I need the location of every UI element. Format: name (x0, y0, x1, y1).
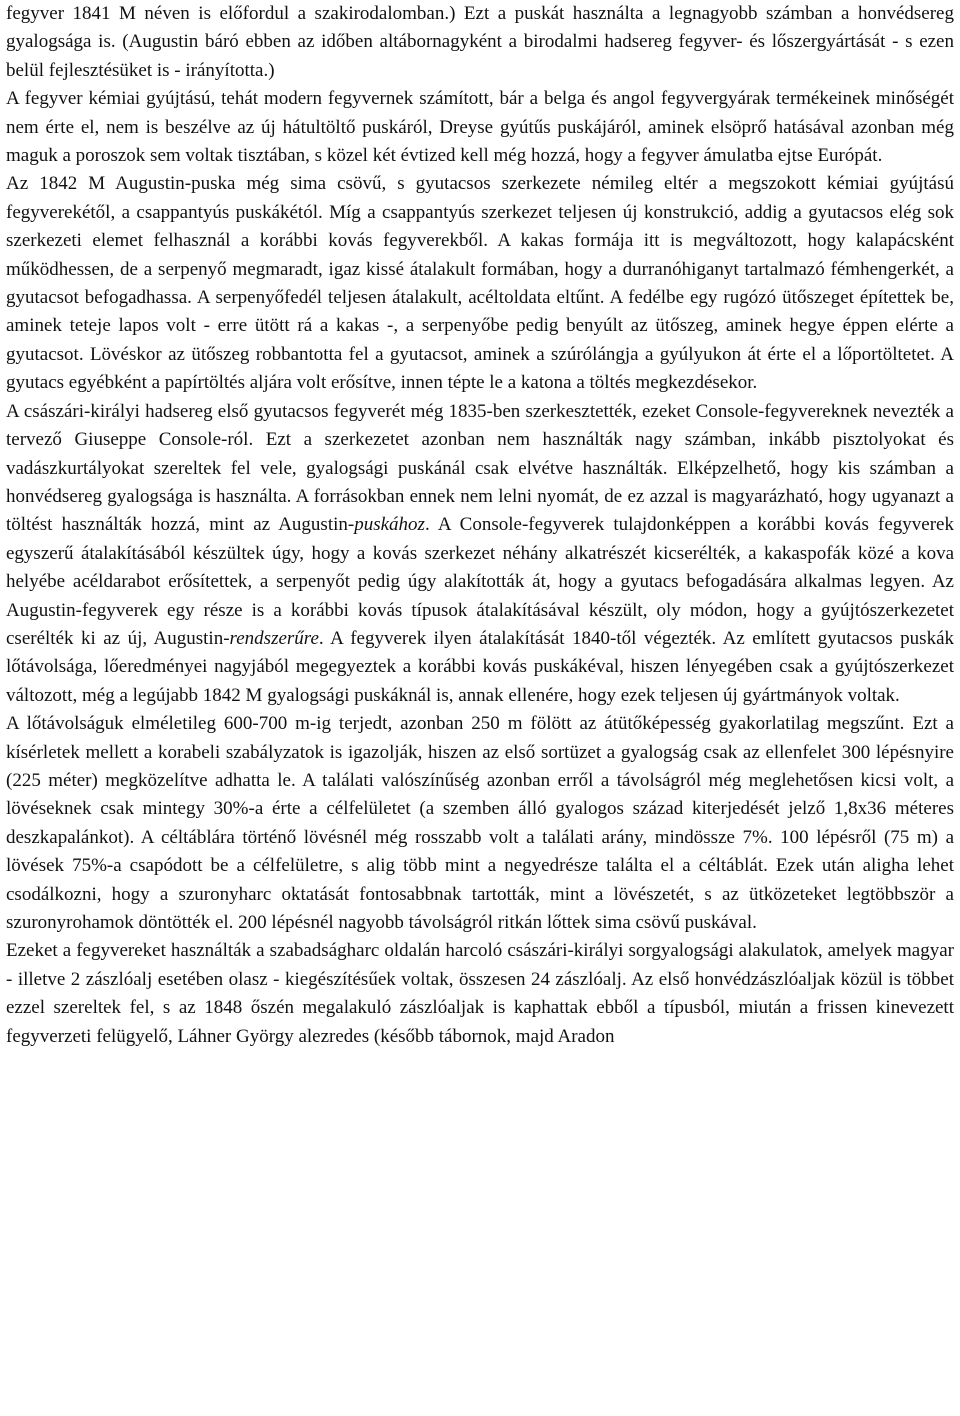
paragraph-4-text-part-3: . A fegyverek ilyen átalakítását 1840-től végezték. Az említett gyutacsos puskák lőtávolsága, lőeredményei nagyjából megegyeztek a korábbi kovás puskákéval, hiszen lényegében csak a gyújtószerkezet változott, még a legújabb 1842 M gyalogsági puskáknál is, annak ellenére, hogy ezek teljesen új gyártmányok voltak. (6, 627, 954, 706)
paragraph-1-text: fegyver 1841 M néven is előfordul a szakirodalomban.) Ezt a puskát használta a legnagyobb számban a honvédsereg gyalogsága is. (Augustin báró ebben az időben altábornagyként a birodalmi hadsereg fegyver- és lőszergyártását - s ezen belül fejlesztésüket is - irányította.) (6, 3, 954, 81)
paragraph-5 (6, 710, 954, 937)
document-page (6, 0, 954, 1051)
paragraph-3 (6, 170, 954, 397)
paragraph-5-text: A lőtávolságuk elméletileg 600-700 m-ig terjedt, azonban 250 m fölött az átütőképesség gyakorlatilag megszűnt. Ezt a kísérletek mellett a korabeli szabályzatok is igazolják, hiszen az első sortüzet a gyalogság csak az ellenfelet 300 lépésnyire (225 méter) megközelítve adhatta le. A találati valószínűség azonban erről a távolságról még meglehetősen kicsi volt, a lövéseknek csak mintegy 30%-a érte a célfelületet (a szemben álló gyalogos század kiterjedését jelző 1,8x36 méteres deszkapalánkot). A céltáblára történő lövésnél még rosszabb volt a találati arány, mindössze 7%. 100 lépésről (75 m) a lövések 75%-a csapódott be a célfelületre, s alig több mint a negyedrésze találta el a céltáblát. Ezek után aligha lehet csodálkozni, hogy a szuronyharc oktatását fontosabbnak tartották, mint a lövészetét, s az ütközeteket legtöbbször a szuronyrohamok döntötték el. 200 lépésnél nagyobb távolságról ritkán lőttek sima csövű puskával. (6, 713, 954, 933)
paragraph-1 (6, 0, 954, 85)
paragraph-4-text-part-1: A császári-királyi hadsereg első gyutacsos fegyverét még 1835-ben szerkesztették, ezeket Console-fegyvereknek nevezték a tervező Giuseppe Console-ról. Ezt a szerkezetet azonban nem használták nagy számban, inkább pisztolyokat és vadászkurtályokat szereltek fel vele, gyalogsági puskánál csak elvétve használták. Elképzelhető, hogy kis számban a honvédsereg gyalogsága is használta. A forrásokban ennek nem lelni nyomát, de ez azzal is magyarázható, hogy ugyanazt a töltést használták hozzá, mint az Augustin- (6, 400, 954, 536)
paragraph-2 (6, 85, 954, 170)
paragraph-6-text: Ezeket a fegyvereket használták a szabadságharc oldalán harcoló császári-királyi sorgyalogsági alakulatok, amelyek magyar - illetve 2 zászlóalj esetében olasz - kiegészítésűek voltak, összesen 24 zászlóalj. Az első honvédzászlóaljak közül is többet ezzel szereltek fel, s az 1848 őszén megalakuló zászlóaljak is kaphattak ebből a típusból, miután a frissen kinevezett fegyverzeti felügyelő, Láhner György alezredes (később tábornok, majd Aradon (6, 940, 954, 1047)
paragraph-3-text: Az 1842 M Augustin-puska még sima csövű, s gyutacsos szerkezete némileg eltér a megszokott kémiai gyújtású fegyverekétől, a csappantyús puskákétól. Míg a csappantyús szerkezet teljesen új konstrukció, addig a gyutacsos elég sok szerkezeti elemet felhasznál a korábbi kovás fegyverekből. A kakas formája itt is megváltozott, hogy kalapácsként működhessen, de a serpenyő megmaradt, igaz kissé átalakult formában, hogy a durranóhiganyt tartalmazó fémhengerkét, a gyutacsot befogadhassa. A serpenyőfedél teljesen átalakult, acéltoldata eltűnt. A fedélbe egy rugózó ütőszeget építettek be, aminek teteje lapos volt - erre ütött rá a kakas -, a serpenyőbe pedig benyúlt az ütőszeg, aminek hegye éppen elérte a gyutacsot. Lövéskor az ütőszeg robbantotta fel a gyutacsot, aminek a szúrólángja a gyúlyukon át érte el a lőportöltetet. A gyutacs egyébként a papírtöltés aljára volt erősítve, innen tépte le a katona a töltés megkezdésekor. (6, 173, 954, 394)
paragraph-6 (6, 937, 954, 1051)
paragraph-4-text-part-2: . A Console-fegyverek tulajdonképpen a korábbi kovás fegyverek egyszerű átalakításából készültek úgy, hogy a kovás szerkezet néhány alkatrészét kicserélték, a kakaspofák közé a kova helyébe acéldarabot erősítettek, a serpenyőt pedig úgy alakították át, hogy a gyutacs befogadására alkalmas legyen. Az Augustin-fegyverek egy része is a korábbi kovás típusok átalakításával készült, oly módon, hogy a gyújtószerkezetet cserélték ki az új, Augustin- (6, 514, 954, 649)
paragraph-4-italic-rendszerure: rendszerűre (229, 627, 319, 649)
paragraph-4-italic-puskahoz: puskához (354, 514, 425, 536)
paragraph-2-text: A fegyver kémiai gyújtású, tehát modern fegyvernek számított, bár a belga és angol fegyvergyárak termékeinek minőségét nem érte el, nem is beszélve az új hátultöltő puskáról, Dreyse gyútűs puskájáról, aminek elsöprő hatásával azonban még maguk a poroszok sem voltak tisztában, s közel két évtized kell még hozzá, hogy a fegyver ámulatba ejtse Európát. (6, 88, 954, 167)
paragraph-4 (6, 398, 954, 710)
